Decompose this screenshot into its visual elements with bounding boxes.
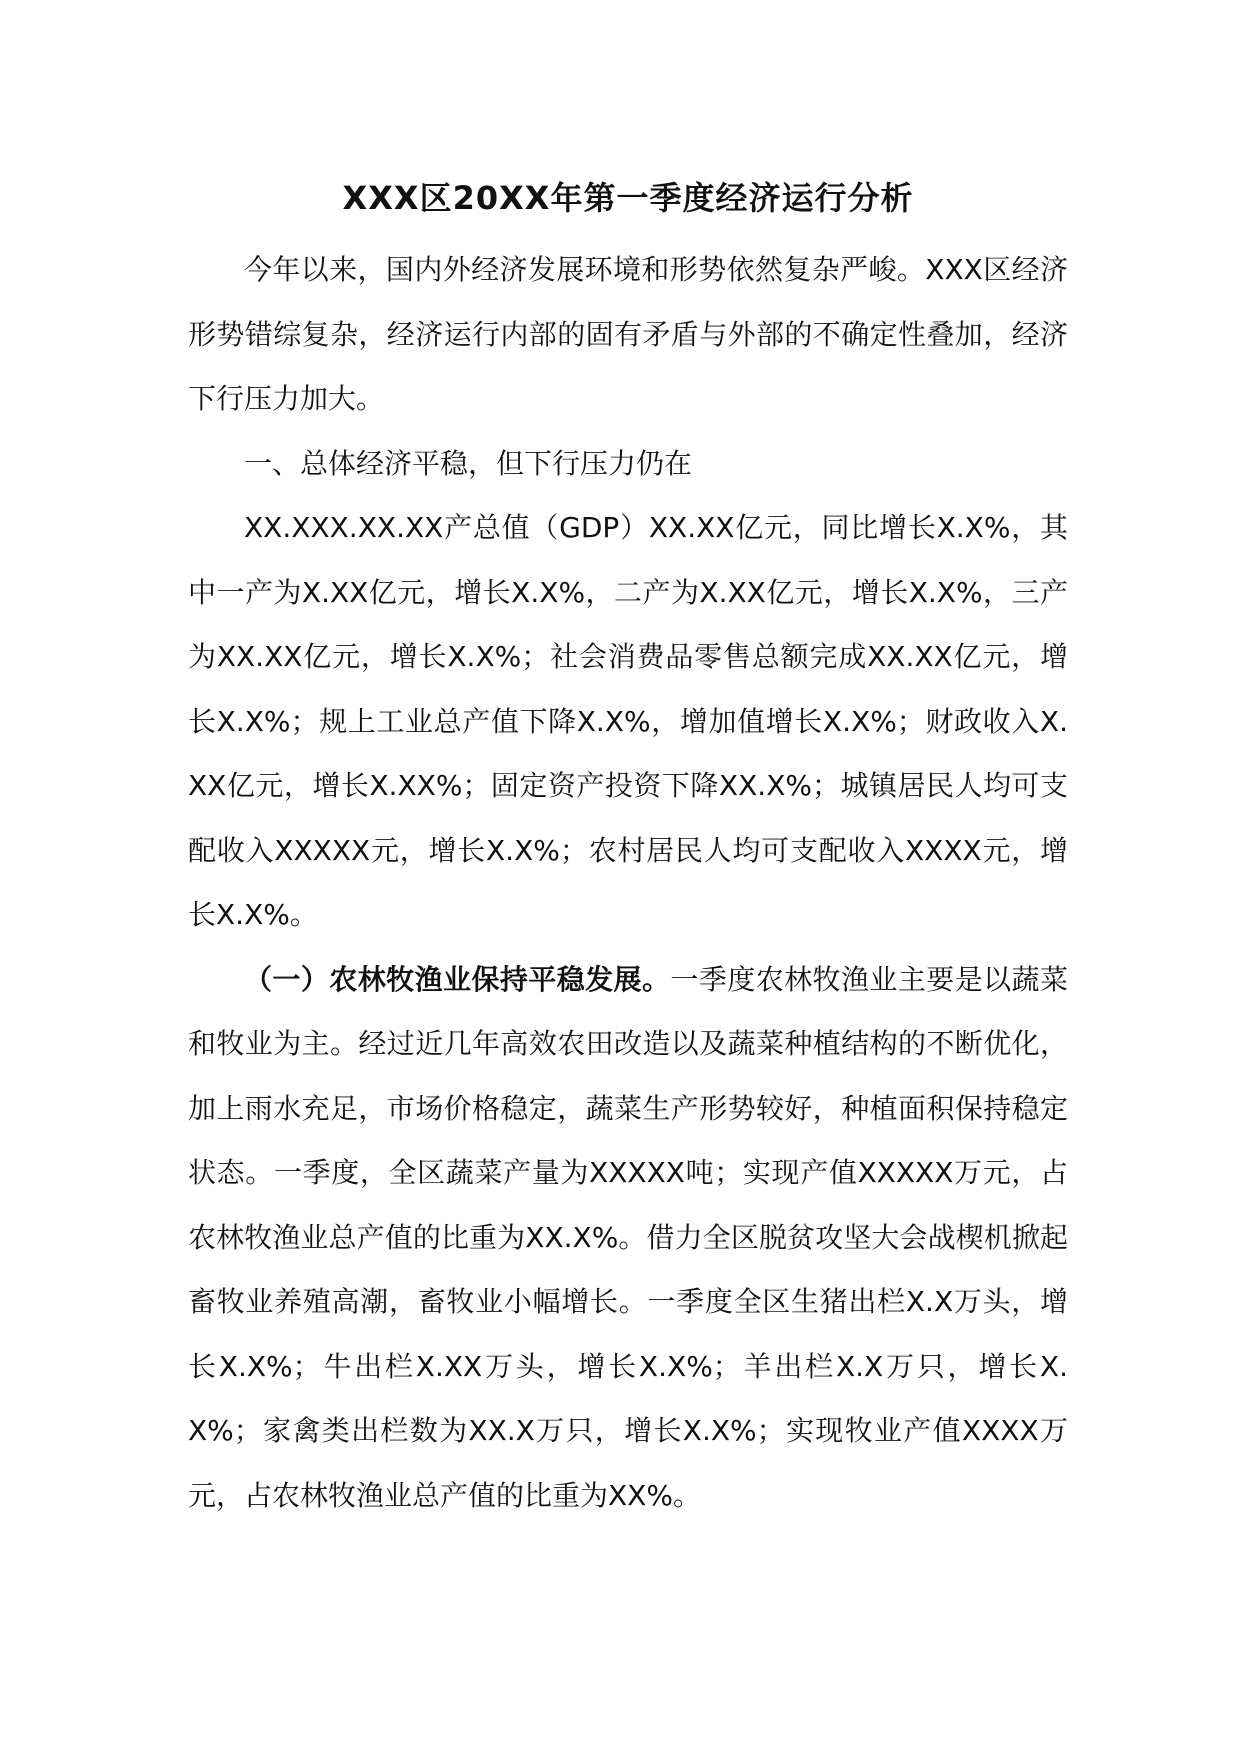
paragraph-text: XX.XXX.XX.XX产总值（GDP）XX.XX亿元，同比增长X.X%，其中一产为X.XX亿元，增长X.X%，二产为X.XX亿元，增长X.X%，三产为XX.XX亿元，增长X.X%；社会消费品零售总额完成XX.XX亿元，增长X.X%；规上工业总产值下降X.X%，增加值增长X.X%；财政收入X.XX亿元，增长X.XX%；固定资产投资下降XX.X%；城镇居民人均可支配收入XXXXX元，增长X.X%；农村居民人均可支配收入XXXX元，增长X.X%。 bbox=[188, 511, 1068, 931]
paragraph-text: 今年以来，国内外经济发展环境和形势依然复杂严峻。XXX区经济形势错综复杂，经济运行内部的固有矛盾与外部的不确定性叠加，经济下行压力加大。 bbox=[188, 253, 1068, 415]
paragraph-text: 一、总体经济平稳，但下行压力仍在 bbox=[244, 446, 693, 480]
paragraph-lead: （一）农林牧渔业保持平稳发展。 bbox=[244, 962, 671, 996]
document-title: XXX区20XX年第一季度经济运行分析 bbox=[342, 179, 914, 217]
paragraph-text: 一季度农林牧渔业主要是以蔬菜和牧业为主。经过近几年高效农田改造以及蔬菜种植结构的不断优化，加上雨水充足，市场价格稳定，蔬菜生产形势较好，种植面积保持稳定状态。一季度，全区蔬菜产量为XXXXX吨；实现产值XXXXX万元，占农林牧渔业总产值的比重为XX.X%。借力全区脱贫攻坚大会战楔机掀起畜牧业养殖高潮，畜牧业小幅增长。一季度全区生猪出栏X.X万头，增长X.X%；牛出栏X.XX万头，增长X.X%；羊出栏X.X万只，增长X.X%；家禽类出栏数为XX.X万只，增长X.X%；实现牧业产值XXXX万元，占农林牧渔业总产值的比重为XX%。 bbox=[188, 962, 1068, 1512]
section-heading-1 bbox=[188, 432, 1068, 497]
document-body bbox=[188, 170, 1068, 1528]
paragraph-overview-figures bbox=[188, 496, 1068, 948]
paragraph-agriculture bbox=[188, 948, 1068, 1529]
paragraph-intro bbox=[188, 238, 1068, 432]
